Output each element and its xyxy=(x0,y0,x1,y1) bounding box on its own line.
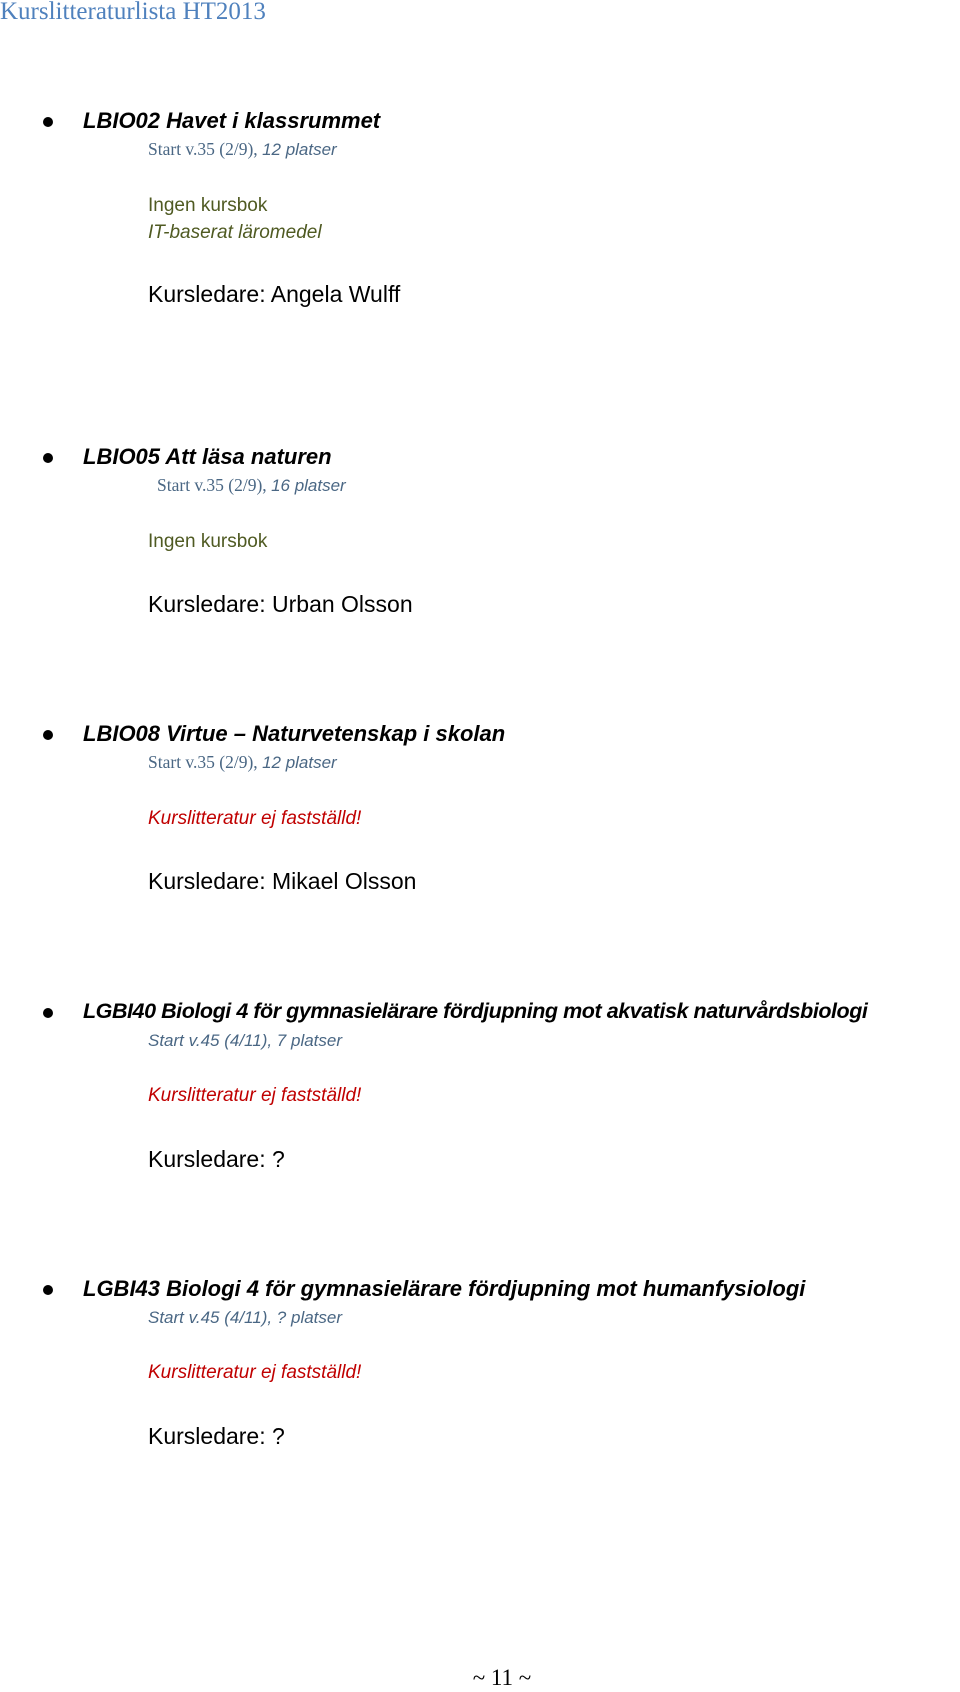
course-leader: Kursledare: Angela Wulff xyxy=(148,281,401,307)
course-title: LBIO05 Att läsa naturen xyxy=(83,444,332,469)
course-title: LGBI43 Biologi 4 för gymnasielärare fördjupning mot humanfysiologi xyxy=(83,1276,806,1301)
bullet-icon xyxy=(43,1285,53,1295)
course-leader: Kursledare: ? xyxy=(148,1146,285,1172)
course-literature-missing: Kurslitteratur ej fastställd! xyxy=(148,808,362,829)
course-literature-missing: Kurslitteratur ej fastställd! xyxy=(148,1085,362,1106)
course-start-week: Start v.35 (2/9), xyxy=(148,139,263,159)
course-literature: Ingen kursbok xyxy=(148,195,268,216)
course-start-week: Start v.35 (2/9), xyxy=(157,475,272,495)
course-start-week: Start v.35 (2/9), xyxy=(148,752,263,772)
bullet-icon xyxy=(43,117,53,127)
page-number: ~ 11 ~ xyxy=(472,1665,532,1690)
bullet-icon xyxy=(43,453,53,463)
course-start-info: Start v.45 (4/11), 7 platser xyxy=(148,1031,343,1050)
course-literature: IT-baserat läromedel xyxy=(148,222,322,243)
course-title: LBIO08 Virtue – Naturvetenskap i skolan xyxy=(83,721,506,746)
course-title: LBIO02 Havet i klassrummet xyxy=(83,108,381,133)
course-leader: Kursledare: Mikael Olsson xyxy=(148,868,417,894)
course-start-info xyxy=(157,477,346,495)
document-header-title: Kurslitteraturlista HT2013 xyxy=(0,0,266,25)
course-title: LGBI40 Biologi 4 för gymnasielärare fördjupning mot akvatisk naturvårdsbiologi xyxy=(83,999,868,1023)
bullet-icon xyxy=(43,730,53,740)
course-literature: Ingen kursbok xyxy=(148,531,268,552)
course-seats: 16 platser xyxy=(271,476,346,495)
course-start-info xyxy=(148,141,337,159)
course-start-info: Start v.45 (4/11), ? platser xyxy=(148,1308,343,1327)
course-seats: 12 platser xyxy=(262,140,337,159)
course-start-info xyxy=(148,754,337,772)
bullet-icon xyxy=(43,1008,53,1018)
course-literature-missing: Kurslitteratur ej fastställd! xyxy=(148,1362,362,1383)
course-seats: 12 platser xyxy=(262,753,337,772)
course-leader: Kursledare: Urban Olsson xyxy=(148,591,413,617)
course-leader: Kursledare: ? xyxy=(148,1423,285,1449)
